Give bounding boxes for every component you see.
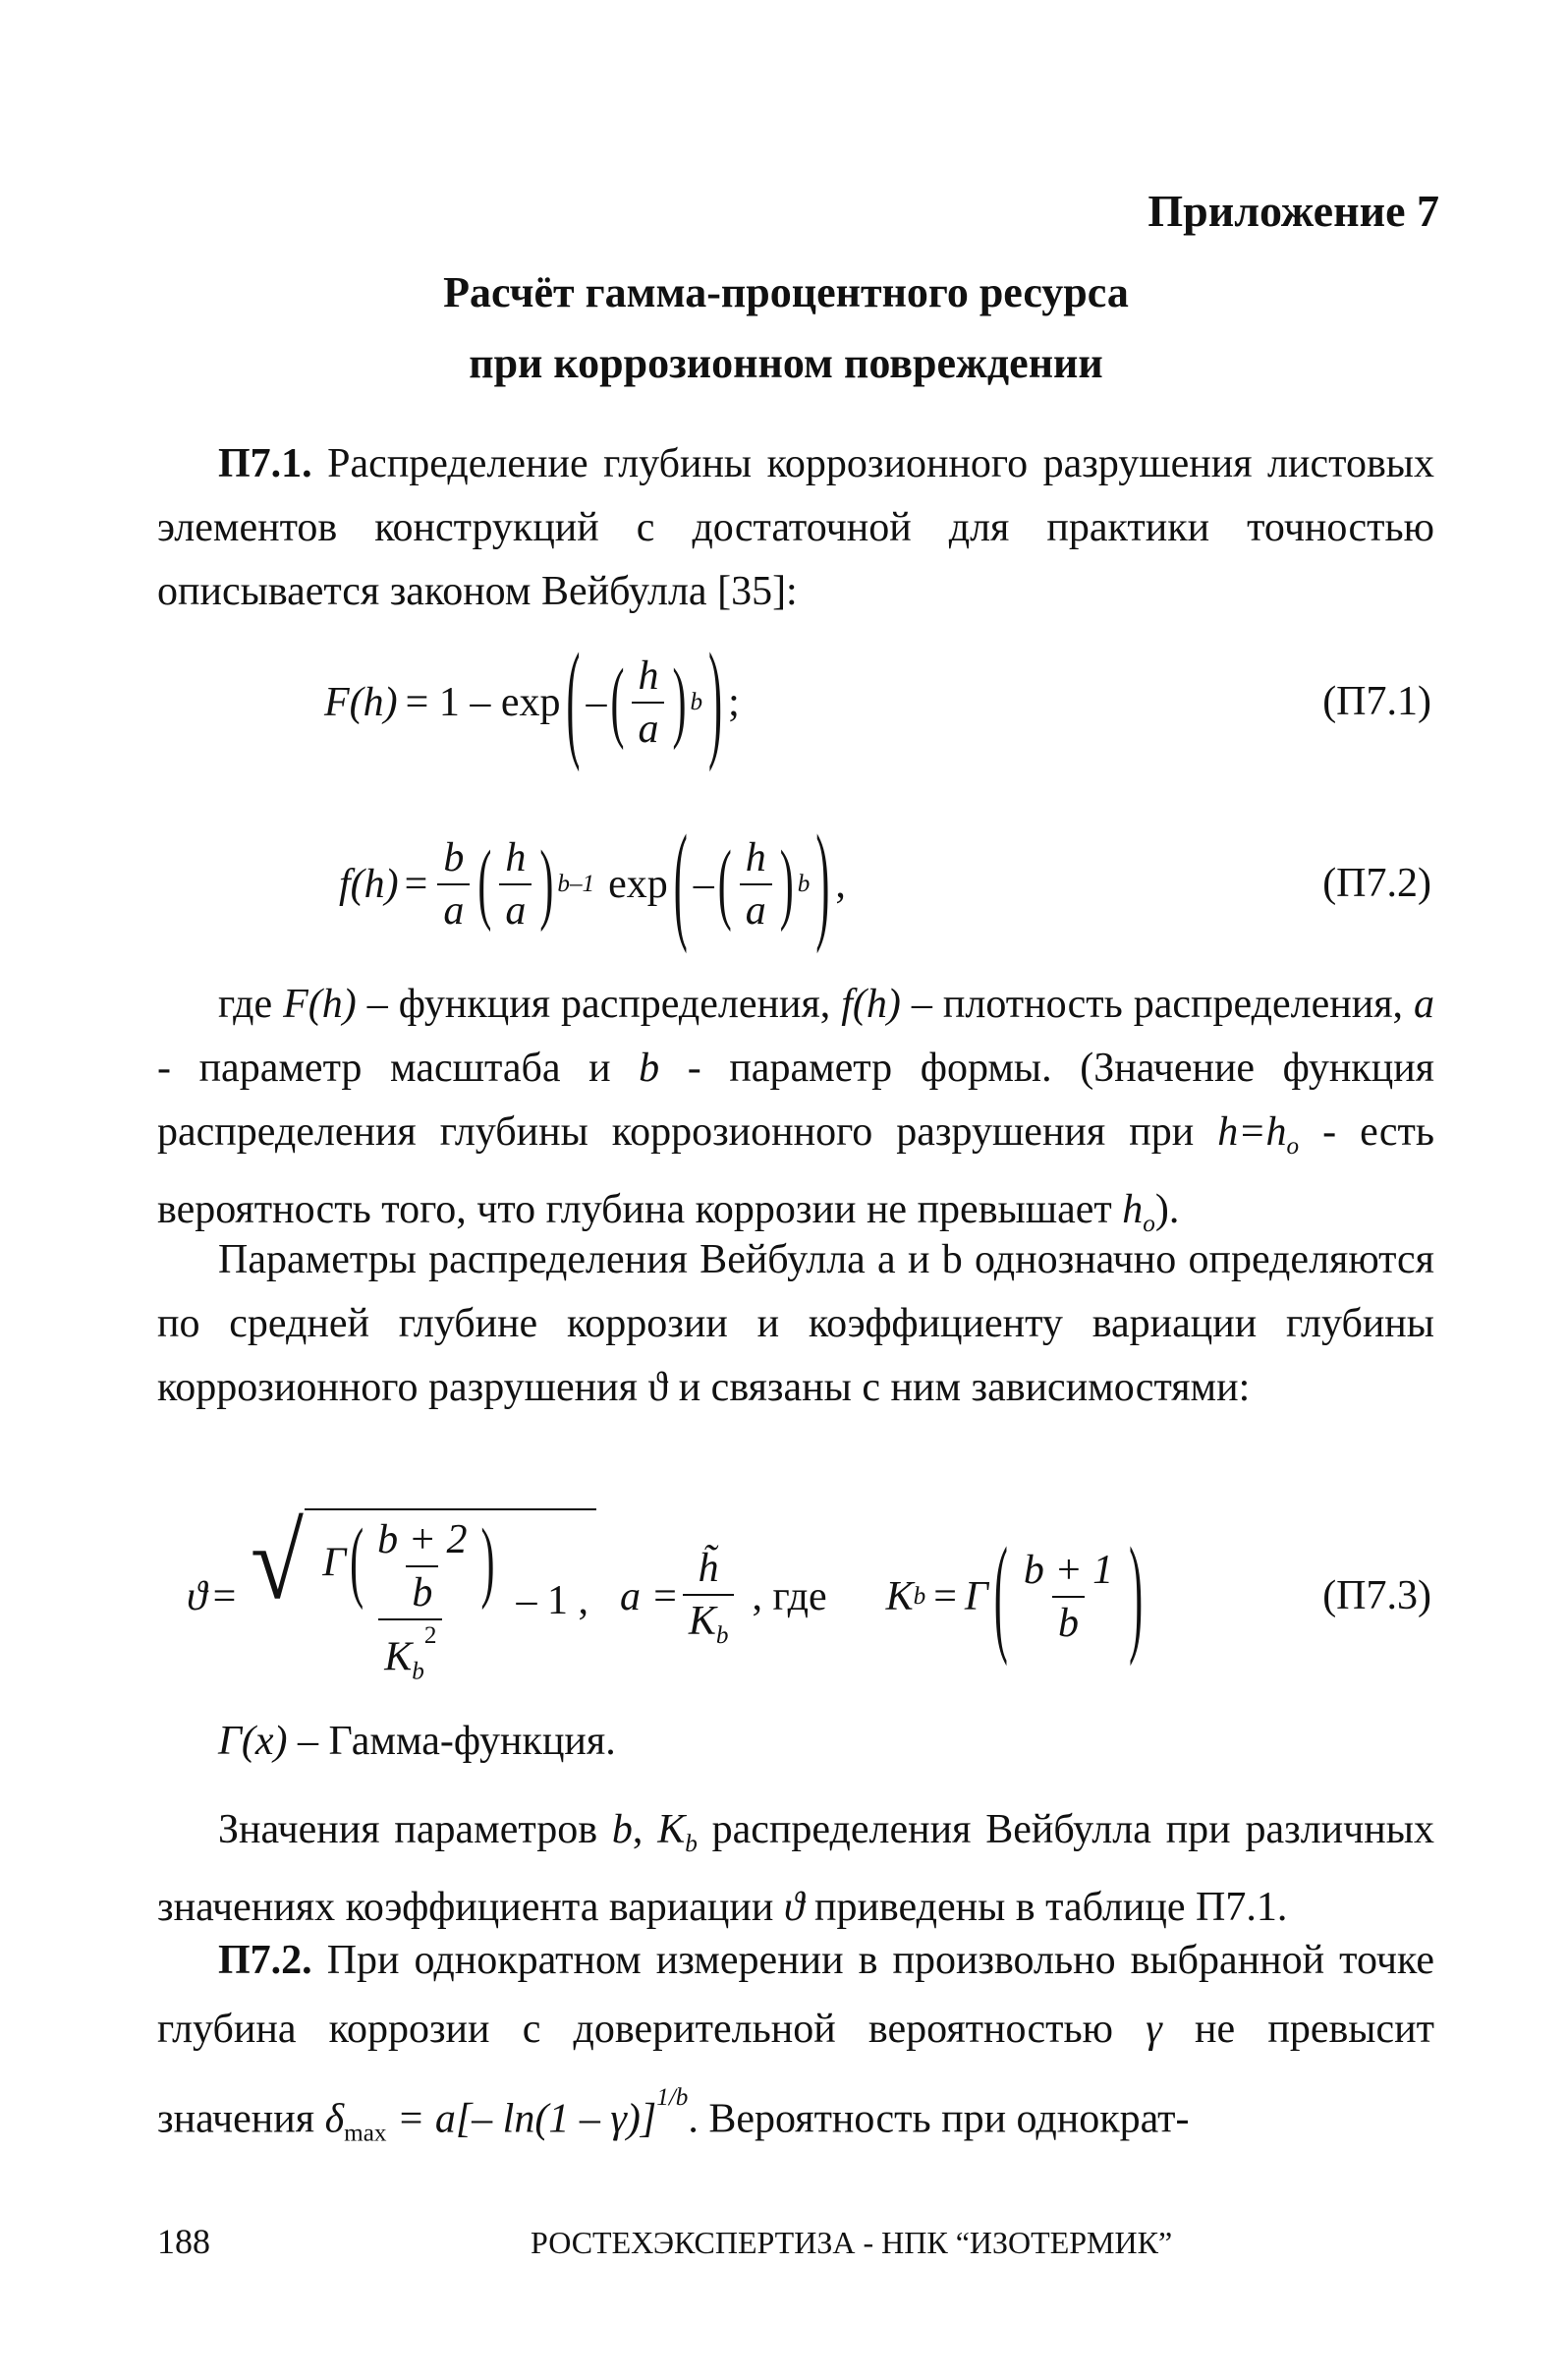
equation-p7-2: f(h) = $\frac{b}{a}$ ( $\frac{h}{a}$ ) b–1 exp ( – ( $\frac{h}{a}$ ) b ) ,: [339, 812, 846, 957]
eq2-fraction-h-a: $\frac{h}{a}$: [499, 834, 532, 935]
section-2-paragraph: П7.2. При однократном измерении в произвольно выбранной точке глубина коррозии с доверительной вероятностью γ не превысит значения $\delta_{max} = a[-$ ln(1 – γ)]$^{1/b}$. Вероятность при однократ-: [157, 1938, 1434, 2147]
eq1-power: b: [690, 689, 703, 715]
equation-number-1: (П7.1): [1322, 679, 1431, 724]
eq1-expr: = 1 – exp: [405, 680, 561, 725]
eq2-fraction-b-a: $\frac{b}{a}$: [437, 834, 470, 935]
eq2-exp: exp: [608, 862, 668, 907]
equation-p7-3: ϑ = √ Γ( $\frac{b + 2}{b}$ ) $K_b^2$ – 1 , a = $\frac{h̃}{K_b}$ , где K b = Γ ( $\frac{b + 1}{b}$ ): [187, 1502, 1144, 1685]
definitions-paragraph: где F(h) – функция распределения, f(h) – плотность распределения, a - параметр масштаба и b - параметр формы. (Значение функция распределения глубины коррозионного разрушения при $h=h_o$ - есть вероятность того, что глубина коррозии не превышает $h_o$).: [157, 982, 1434, 1237]
section-1-paragraph: [157, 432, 1434, 624]
eq1-minus: –: [586, 680, 607, 725]
gamma-definition: Г(x) – Гамма-функция.: [218, 1719, 616, 1764]
eq3-sqrt: √ Γ( $\frac{b + 2}{b}$ ) $K_b^2$ – 1 ,: [248, 1508, 596, 1686]
appendix-label: Приложение 7: [1147, 186, 1439, 236]
page-title: [157, 257, 1415, 399]
eq2-power: b–1: [557, 871, 595, 897]
eq1-tail: ;: [728, 680, 740, 725]
publisher-name: РОСТЕХЭКСПЕРТИЗА - НПК “ИЗОТЕРМИК”: [531, 2225, 1173, 2260]
section-1-text: Распределение глубины коррозионного разрушения листовых элементов конструкций с достаточной для практики точностью описывается законом Вейбулла [35]:: [157, 441, 1434, 614]
title-line-2: при коррозионном повреждении: [469, 339, 1103, 387]
eq1-lhs: F(h): [324, 680, 398, 725]
eq2-lhs: f(h): [339, 862, 399, 907]
values-paragraph: Значения параметров b, $K_b$ распределения Вейбулла при различных значениях коэффициента вариации ϑ приведены в таблице П7.1.: [157, 1807, 1434, 1930]
title-line-1: Расчёт гамма-процентного ресурса: [443, 268, 1129, 316]
eq1-fraction: $\frac{h}{a}$: [632, 652, 664, 753]
equation-number-3: (П7.3): [1322, 1573, 1431, 1618]
page-footer: [157, 2221, 1425, 2262]
page-number: 188: [157, 2222, 210, 2261]
section-1-label: П7.1.: [218, 441, 312, 486]
parameters-paragraph: Параметры распределения Вейбулла а и b однозначно определяются по средней глубине коррозии и коэффициенту вариации глубины коррозионного разрушения ϑ и связаны с ним зависимостями:: [157, 1237, 1434, 1410]
equation-number-2: (П7.2): [1322, 861, 1431, 906]
equation-p7-1: F(h) = 1 – exp ( – ( $\frac{h}{a}$ ) b ) ;: [324, 630, 740, 775]
